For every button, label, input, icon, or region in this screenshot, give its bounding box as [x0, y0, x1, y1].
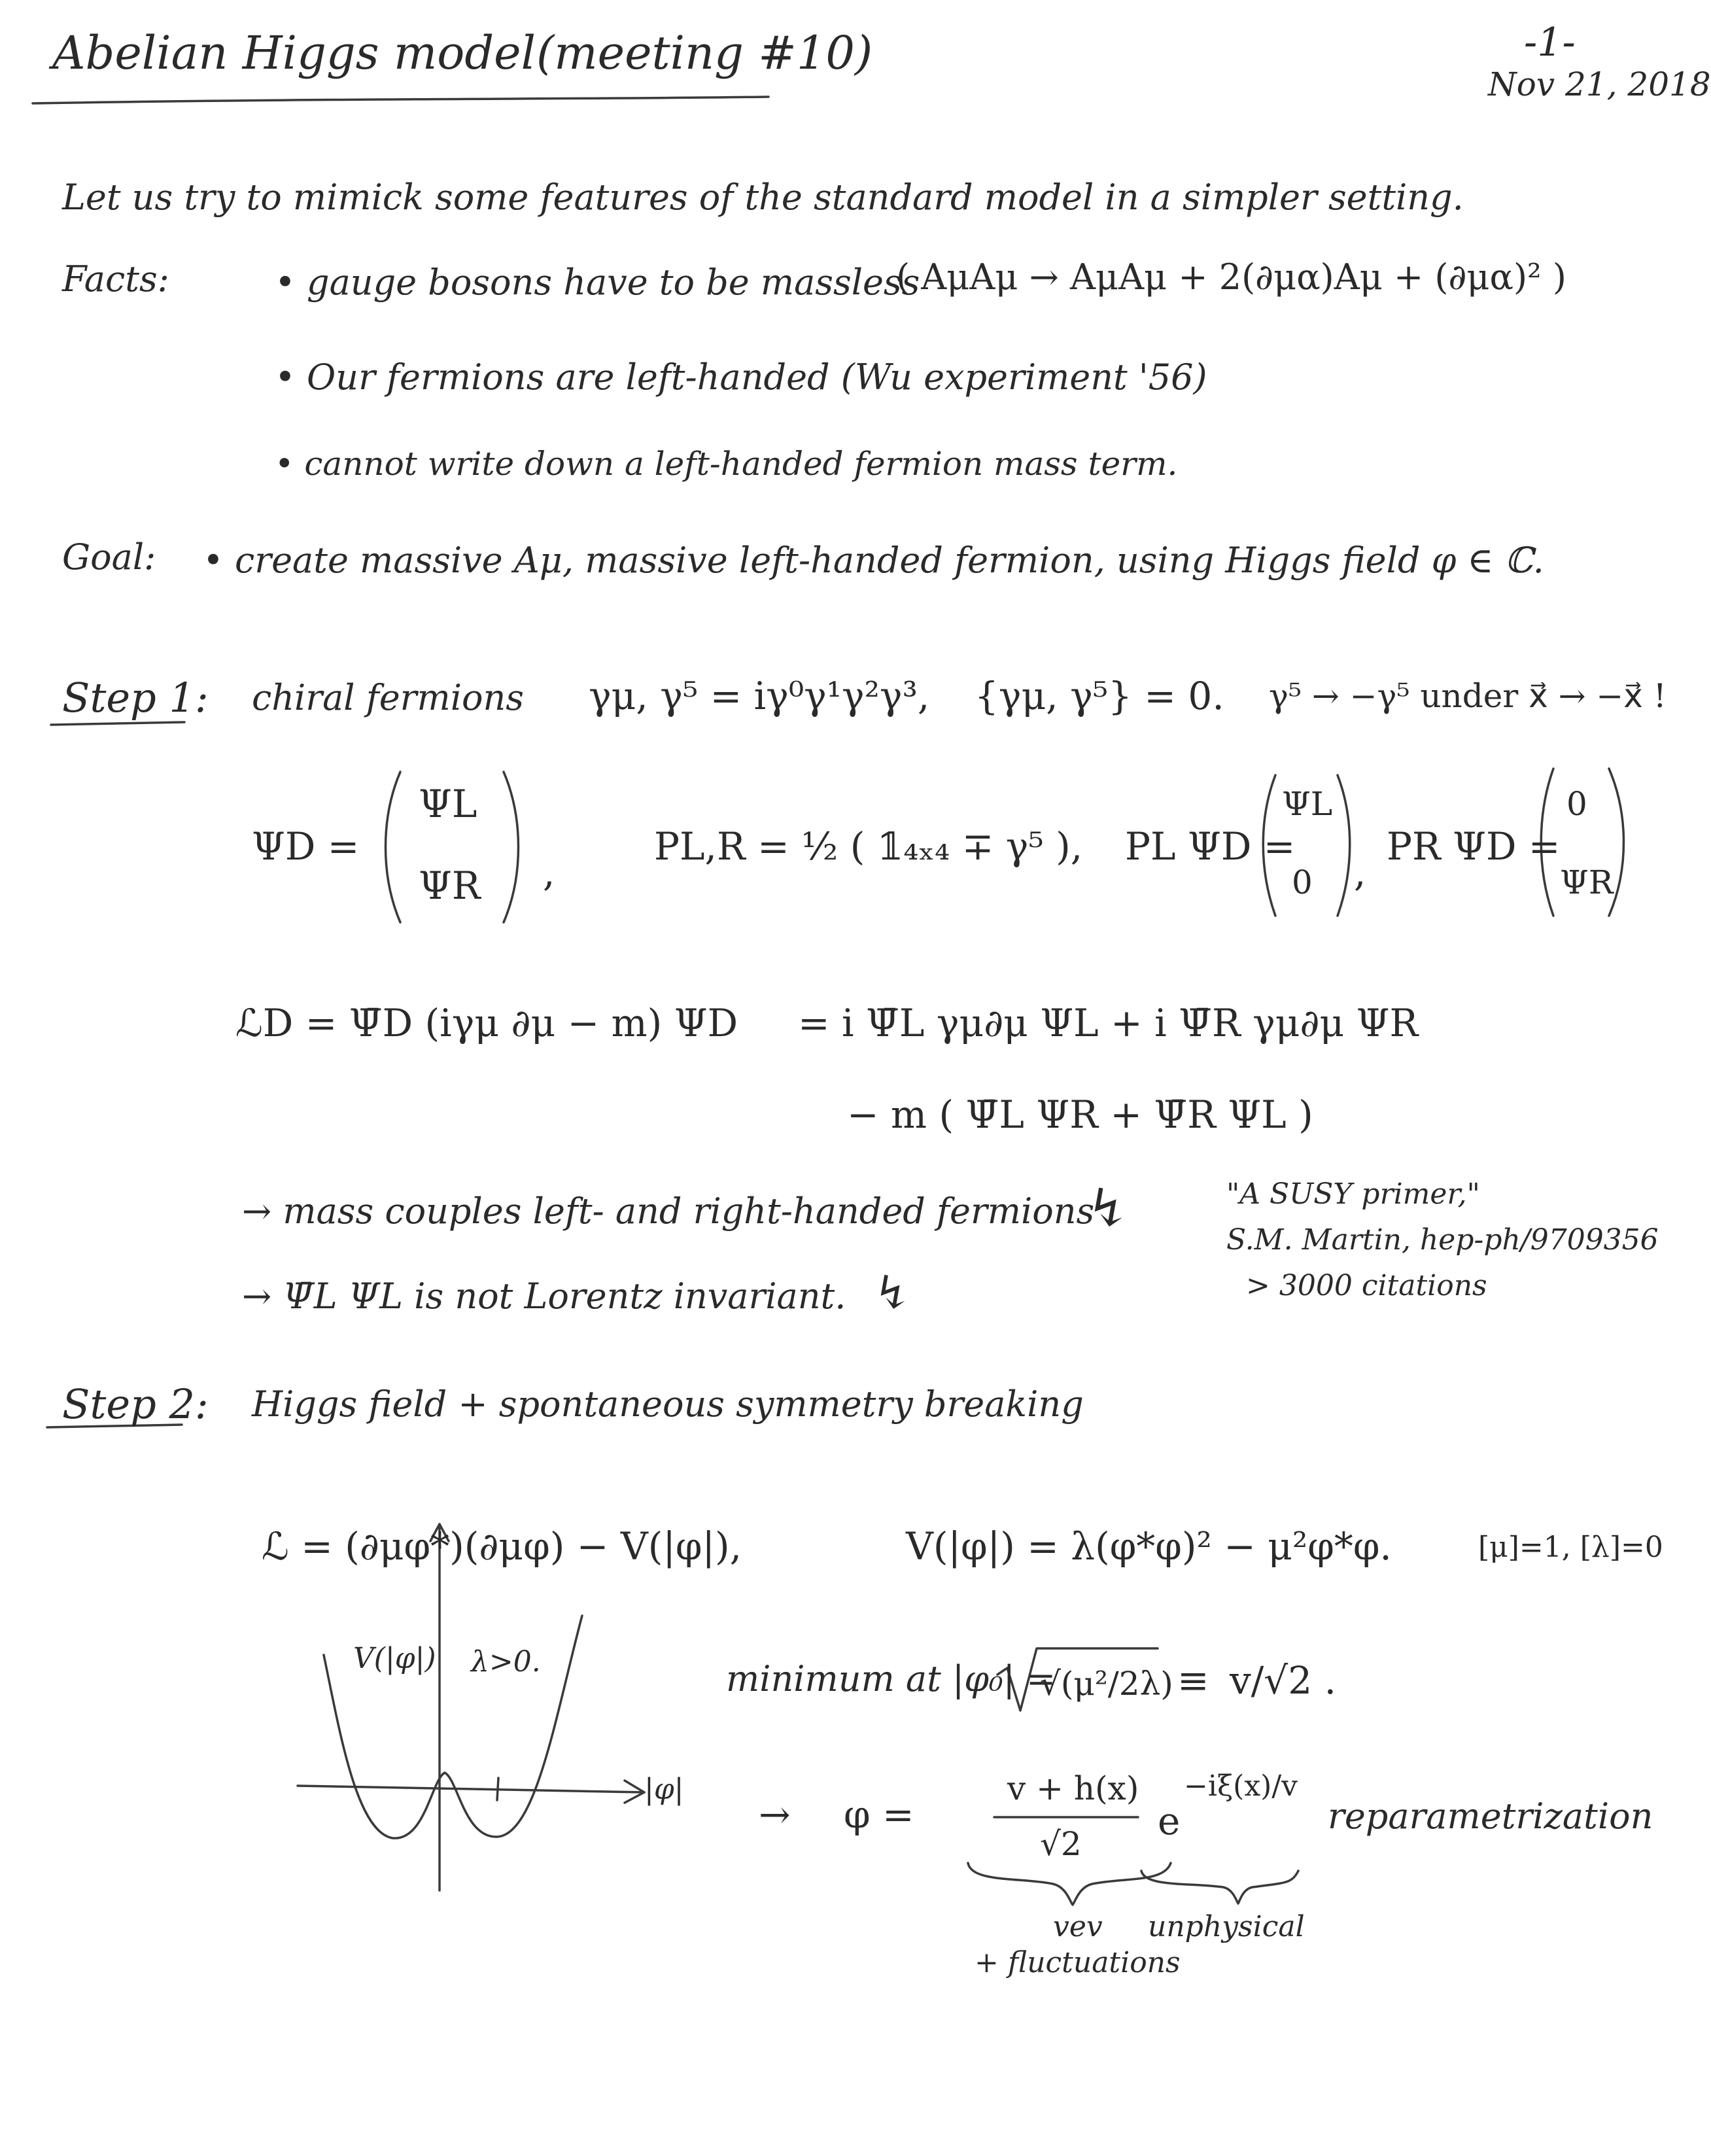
higgs-lagrangian: ℒ = (∂μφ*)(∂μφ) − V(|φ|), [262, 1524, 742, 1569]
pr-psi-lhs: PR ΨD = [1387, 824, 1561, 869]
reference-citations: > 3000 citations [1246, 1269, 1487, 1302]
pl-psi-bottom: 0 [1292, 863, 1313, 901]
lorentz-note [242, 1266, 911, 1319]
contradiction-icon: ↯ [1086, 1177, 1130, 1238]
plot-x-label: |φ| [644, 1773, 684, 1806]
goal-text: create massive Aμ, massive left-handed fermion, using Higgs field φ ∈ ℂ. [235, 540, 1544, 581]
brace-fluctuations-label: + fluctuations [975, 1946, 1181, 1979]
dirac-lagrangian-lhs: ℒD = Ψ̄D (iγμ ∂μ − m) ΨD [235, 1001, 738, 1045]
fact-item: • Our fermions are left-handed (Wu experiment '56) [275, 356, 1207, 398]
param-denominator: √2 [1040, 1825, 1082, 1863]
gamma-anticommutator: {γμ, γ⁵} = 0. [975, 674, 1224, 718]
reparametrization-note: reparametrization [1328, 1796, 1653, 1837]
gamma5-parity: γ⁵ → −γ⁵ under x⃗ → −x⃗ ! [1269, 677, 1667, 715]
coupling-dimensions: [μ]=1, [λ]=0 [1478, 1531, 1663, 1564]
fact-text: Our fermions are left-handed (Wu experiment '56) [307, 356, 1207, 398]
pl-psi-top: ΨL [1282, 785, 1333, 823]
pl-psi-lhs: PL ΨD = [1125, 824, 1296, 869]
brace-vev [968, 1863, 1171, 1905]
psi-d-bottom: ΨR [419, 863, 481, 908]
projector-def: PL,R = ½ ( 𝟙₄ₓ₄ ∓ γ⁵ ), [654, 824, 1083, 869]
fact-item: • gauge bosons have to be massless [275, 262, 920, 303]
dirac-lagrangian-rhs2: − m ( Ψ̄L ΨR + Ψ̄R ΨL ) [847, 1092, 1313, 1137]
comma: , [1354, 850, 1366, 895]
reference-title: "A SUSY primer," [1226, 1177, 1480, 1211]
page-number: -1- [1524, 20, 1576, 65]
brace-vev-label: vev [1053, 1910, 1103, 1943]
psi-d-paren-right [504, 772, 519, 922]
minimum-text: minimum at |φ₀| = [726, 1658, 1056, 1699]
pr-psi-bottom: ΨR [1560, 863, 1614, 901]
minimum-result: v/√2 . [1230, 1658, 1337, 1703]
higgs-potential: V(|φ|) = λ(φ*φ)² − μ²φ*φ. [906, 1524, 1392, 1569]
param-exp-base: e [1158, 1799, 1181, 1843]
fact-text: gauge bosons have to be massless [307, 262, 920, 303]
meeting-label: (meeting #10) [536, 26, 873, 80]
param-numerator: v + h(x) [1007, 1769, 1139, 1807]
goal-label: Goal: [62, 536, 156, 578]
psi-d-paren-left [386, 772, 401, 922]
equiv-sign: ≡ [1177, 1658, 1209, 1703]
page-date: Nov 21, 2018 [1488, 65, 1711, 103]
gamma-definition: γμ, γ⁵ = iγ⁰γ¹γ²γ³, [589, 674, 930, 718]
pr-psi-top: 0 [1566, 785, 1587, 823]
plot-x-axis [298, 1786, 644, 1792]
step1-title: chiral fermions [252, 677, 524, 718]
step2-label: Step 2: [62, 1380, 209, 1428]
goal-item: • create massive Aμ, massive left-handed fermion, using Higgs field φ ∈ ℂ. [203, 540, 1544, 581]
fact-text: cannot write down a left-handed fermion mass term. [304, 445, 1178, 483]
intro-line: Let us try to mimick some features of the standard model in a simpler setting. [62, 177, 1464, 218]
step1-label: Step 1: [62, 674, 209, 722]
param-exponent: −iξ(x)/v [1184, 1769, 1298, 1803]
psi-d-lhs: ΨD = [252, 824, 360, 869]
title-underline [33, 97, 769, 103]
plot-minimum-tick [497, 1778, 498, 1800]
comma: , [543, 850, 555, 895]
minimum-value: √(μ²/2λ) [1040, 1665, 1173, 1703]
plot-condition: λ>0. [471, 1645, 541, 1678]
step1-underline [51, 722, 184, 725]
brace-unphysical [1141, 1871, 1298, 1904]
reference-author: S.M. Martin, hep-ph/9709356 [1226, 1223, 1659, 1257]
param-arrow: → [759, 1792, 791, 1837]
page-title: Abelian Higgs model [52, 26, 536, 80]
param-lhs: φ = [844, 1792, 914, 1837]
mass-coupling-note: → mass couples left- and right-handed fermions [242, 1191, 1095, 1232]
fact-math: ( AμAμ → AμAμ + 2(∂μα)Aμ + (∂μα)² ) [896, 256, 1566, 298]
facts-label: Facts: [62, 258, 169, 300]
lorentz-note-text: → Ψ̄L ΨL is not Lorentz invariant. [242, 1276, 846, 1317]
pl-paren-right [1338, 775, 1350, 916]
brace-unphysical-label: unphysical [1148, 1910, 1305, 1943]
step2-title: Higgs field + spontaneous symmetry breaking [252, 1383, 1084, 1425]
dirac-lagrangian-rhs1: = i Ψ̄L γμ∂μ ΨL + i Ψ̄R γμ∂μ ΨR [798, 1001, 1419, 1045]
contradiction-icon: ↯ [873, 1266, 912, 1319]
plot-y-label: V(|φ|) [353, 1642, 436, 1675]
psi-d-top: ΨL [419, 782, 477, 826]
fact-item: • cannot write down a left-handed fermion mass term. [275, 445, 1178, 483]
